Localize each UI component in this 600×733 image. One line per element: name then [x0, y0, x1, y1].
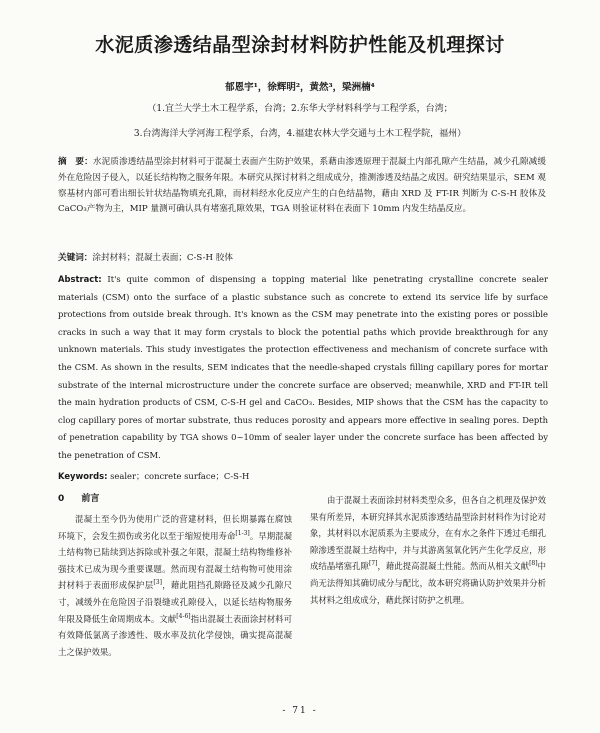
citation: [8]: [529, 560, 538, 568]
chinese-keywords: [58, 251, 546, 263]
chinese-keywords-text: 涂封材料；混凝土表面；C-S-H 胶体: [92, 253, 233, 263]
english-keywords-label: Keywords:: [58, 471, 108, 481]
body-column-right: [310, 492, 546, 608]
left-text-4: 指出混凝土表面涂封材料可有效降低氯离子渗透性、吸水率及抗化学侵蚀，确实提高混凝土之保护效果。: [58, 613, 293, 657]
english-abstract-text: It's quite common of dispensing a topping material like penetrating crystalline concrete sealer materials (CSM) onto the surface of a plastic substance such as concrete to extend its service life by surface protections from outside break through. It's known as the CSM may penetrate into the existing pores or possible cracks in such a way that it may form crystals to block the potential paths which provide breakthrough for any unknown materials. This study investigates the protection effectiveness and mechanism of concrete surface with the CSM. As shown in the results, SEM indicates that the needle-shaped crystals filling capillary pores for mortar substrate of the internal microstructure under the concrete surface are observed; meanwhile, XRD and FT-IR tell the main hydration products of CSM, C-S-H gel and CaCO₃. Besides, MIP shows that the CSM has the capacity to clog capillary pores of mortar substrate, thus reduces porosity and appears more effective in sealing pores. Depth of penetration capability by TGA shows 0~10mm of sealer layer under the concrete surface has been affected by the penetration of CSM.: [58, 274, 548, 460]
right-text-2: ，藉此提高混凝土性能。然而从相关文献: [377, 561, 530, 572]
left-text-1: 混凝土至今仍为使用广泛的营建材料，但长期暴露在腐蚀环境下，会发生损伤或劣化以至于缩短使用寿命: [58, 514, 292, 541]
english-keywords-text: sealer；concrete surface；C-S-H: [107, 471, 250, 481]
chinese-abstract-text: 水泥质渗透结晶型涂封材料可于混凝土表面产生防护效果，系藉由渗透原理于混凝土内部孔隙产生结晶，减少孔隙减缓外在危险因子侵入，以延长结构物之服务年限。本研究从探讨材料之组成成分，推测渗透及结晶之成因。研究结果显示，SEM 观察基材内部可看出细长针状结晶物填充孔隙，而材料经水化反应产生的白色结晶物，藉由 XRD 及 FT-IR 判断为 C-S-H 胶体及 CaCO₃产物为主，MIP 量测可确认具有堵塞孔隙效果，TGA 则验证材料在表面下 10mm 内发生结晶反应。: [58, 157, 546, 215]
right-text-1: 由于混凝土表面涂封材料类型众多，但各自之机理及保护效果有所差异，本研究择其水泥质渗透结晶型涂封材料作为讨论对象，其材料以水泥质系为主要成分，在有水之条件下透过毛细孔隙渗透至混凝土结构中，并与其游离氢氧化钙产生化学反应，形成结晶堵塞孔隙: [310, 495, 546, 572]
chinese-abstract-label: 摘 要：: [58, 157, 93, 167]
left-text-3: ，藉此阻挡孔隙路径及减少孔隙尺寸，减缓外在危险因子沿裂缝或孔隙侵入，以延长结构物服务年限及降低生命周期成本。文献: [58, 580, 293, 624]
affiliation-line-2: 3.台湾海洋大学河海工程学系，台湾，4.福建农林大学交通与土木工程学院，福州）: [133, 129, 467, 139]
citation: [4-6]: [176, 612, 191, 620]
section-heading: [58, 491, 99, 504]
english-abstract: [58, 271, 548, 465]
page-number: - 71 -: [282, 706, 318, 716]
chinese-keywords-label: 关键词：: [58, 253, 93, 263]
citation: [3]: [153, 579, 162, 587]
affiliation-line-1: （1.宜兰大学土木工程学系，台湾；2.东华大学材料科学与工程学系，台湾；: [147, 104, 453, 114]
author-list: 郁恩宇¹，徐辉明²，黄然³，梁洲楠⁴: [225, 82, 375, 93]
english-abstract-label: Abstract:: [58, 274, 102, 284]
left-text-2: 。早期混凝土结构物已陆续到达拆除或补强之年限，混凝土结构物维修补强技术已成为现今重要课题。然而现有混凝土结构物可使用涂封材料于表面形成保护层: [58, 530, 293, 591]
chinese-abstract: [58, 155, 546, 218]
section-number: 0: [58, 494, 65, 504]
body-column-left: [58, 511, 292, 660]
right-text-3: 中尚无法得知其确切成分与配比，故本研究将确认防护效果并分析其材料之组成成分，藉此探讨防护之机理。: [310, 561, 547, 605]
citation: [1-3]: [235, 529, 250, 537]
paper-title: 水泥质渗透结晶型涂封材料防护性能及机理探讨: [95, 34, 505, 56]
english-keywords: [58, 470, 548, 482]
section-title: 前言: [81, 494, 100, 504]
citation: [7]: [368, 560, 378, 568]
